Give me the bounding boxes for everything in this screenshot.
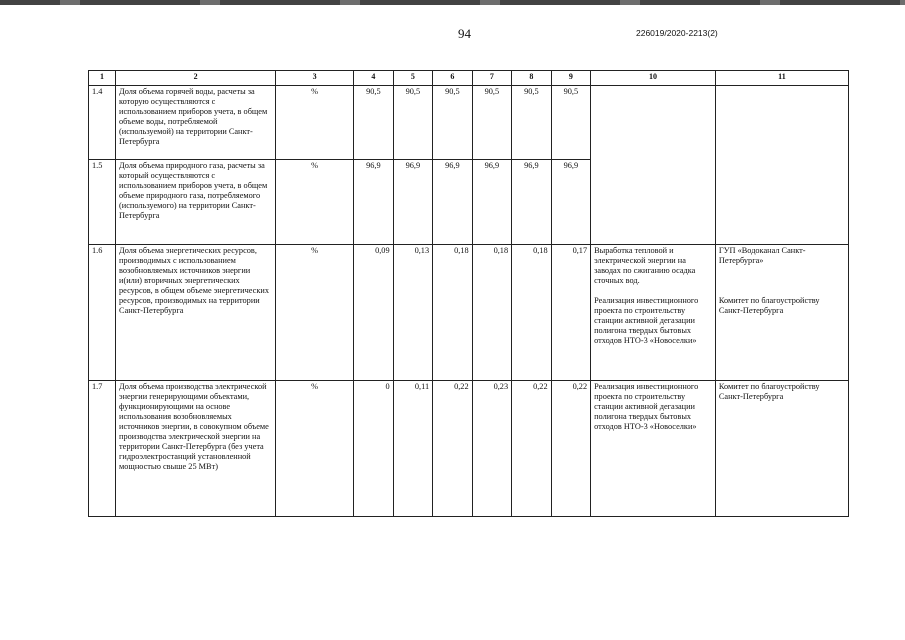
measure-text: Реализация инвестиционного проекта по строительству станции активной дегазации полигона твердых бытовых отходов НТО-3 «Новоселки» (594, 382, 699, 431)
executor-text: Комитет по благоустройству Санкт-Петербурга (718, 295, 820, 315)
value-cell: 96,9 (393, 160, 433, 245)
indicator-name: Доля объема природного газа, расчеты за который осуществляются с использованием приборов учета, в общем объеме природного газа, потребляемого (используемого) на территории Санкт-Петербурга (116, 160, 276, 245)
value-cell: 96,9 (551, 160, 591, 245)
col-header: 7 (472, 71, 512, 86)
col-header: 3 (276, 71, 354, 86)
value-cell: 0,18 (472, 245, 512, 381)
col-header: 4 (354, 71, 394, 86)
unit: % (276, 245, 354, 381)
measure-cell (591, 381, 716, 517)
document-code: 226019/2020-2213(2) (636, 28, 718, 38)
executor-cell (715, 381, 848, 517)
indicator-name: Доля объема энергетических ресурсов, производимых с использованием возобновляемых источников энергии и(или) вторичных энергетических ресурсов, в общем объеме энергетических ресурсов, производимых на территории Санкт-Петербурга (116, 245, 276, 381)
value-cell: 90,5 (512, 86, 552, 160)
col-header: 2 (116, 71, 276, 86)
value-cell: 0,22 (551, 381, 591, 517)
row-number: 1.5 (89, 160, 116, 245)
unit: % (276, 86, 354, 160)
measure-text: Реализация инвестиционного проекта по строительству станции активной дегазации полигона твердых бытовых отходов НТО-3 «Новоселки» (594, 295, 699, 345)
table-row (89, 245, 849, 381)
table-row (89, 86, 849, 160)
value-cell: 0,22 (433, 381, 473, 517)
value-cell: 90,5 (433, 86, 473, 160)
measure-cell (591, 245, 716, 381)
measure-text: Выработка тепловой и электрической энергии на заводах по сжиганию осадка сточных вод. (594, 246, 696, 285)
col-header: 1 (89, 71, 116, 86)
indicators-table (88, 70, 849, 517)
row-number: 1.4 (89, 86, 116, 160)
value-cell: 0,18 (512, 245, 552, 381)
executor-text: ГУП «Водоканал Санкт-Петербурга» (718, 246, 806, 265)
value-cell: 0,11 (393, 381, 433, 517)
value-cell: 0 (354, 381, 394, 517)
value-cell: 0,22 (512, 381, 552, 517)
value-cell: 96,9 (472, 160, 512, 245)
page-number: 94 (458, 26, 471, 41)
executor-cell (715, 245, 848, 381)
table-row (89, 381, 849, 517)
executor-text: Комитет по благоустройству Санкт-Петербурга (718, 382, 820, 401)
indicator-name: Доля объема горячей воды, расчеты за которую осуществляются с использованием приборов учета, в общем объеме воды, потребляемой (используемой) на территории Санкт-Петербурга (116, 86, 276, 160)
row-number: 1.7 (89, 381, 116, 517)
executor-cell-empty (715, 86, 848, 245)
unit: % (276, 381, 354, 517)
value-cell: 96,9 (433, 160, 473, 245)
row-number: 1.6 (89, 245, 116, 381)
col-header: 10 (591, 71, 716, 86)
value-cell: 0,17 (551, 245, 591, 381)
value-cell: 90,5 (472, 86, 512, 160)
value-cell: 96,9 (512, 160, 552, 245)
col-header: 9 (551, 71, 591, 86)
value-cell: 0,13 (393, 245, 433, 381)
col-header: 5 (393, 71, 433, 86)
unit: % (276, 160, 354, 245)
measure-cell-empty (591, 86, 716, 245)
value-cell: 90,5 (354, 86, 394, 160)
value-cell: 0,23 (472, 381, 512, 517)
value-cell: 0,09 (354, 245, 394, 381)
value-cell: 90,5 (393, 86, 433, 160)
value-cell: 90,5 (551, 86, 591, 160)
indicator-name: Доля объема производства электрической энергии генерирующими объектами, функционирующими на основе использования возобновляемых источников энергии, в совокупном объеме производства электрической энергии на территории Санкт-Петербурга (без учета гидроэлектростанций установленной мощностью свыше 25 МВт) (116, 381, 276, 517)
col-header: 11 (715, 71, 848, 86)
col-header: 6 (433, 71, 473, 86)
value-cell: 0,18 (433, 245, 473, 381)
value-cell: 96,9 (354, 160, 394, 245)
scan-top-edge (0, 0, 905, 5)
col-header: 8 (512, 71, 552, 86)
header-row (89, 71, 849, 86)
